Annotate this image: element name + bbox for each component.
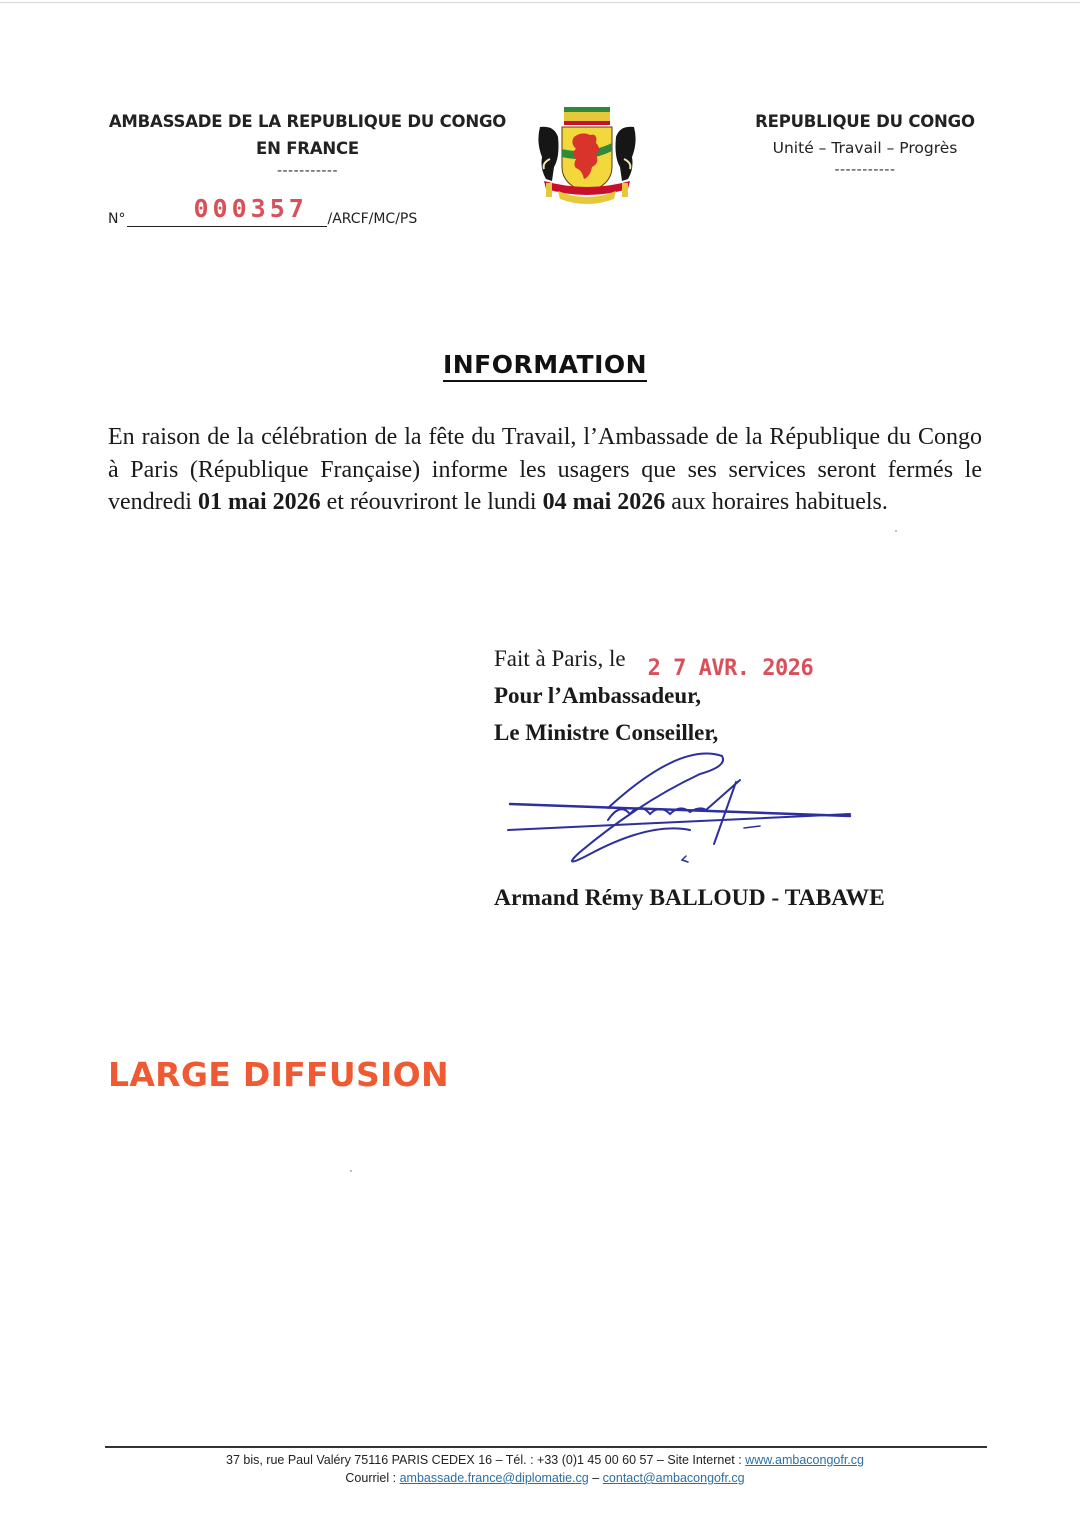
embassy-name-line1: AMBASSADE DE LA REPUBLIQUE DU CONGO xyxy=(108,112,507,131)
coat-of-arms-icon xyxy=(532,97,642,209)
email-label: Courriel : xyxy=(345,1471,400,1485)
scan-speck xyxy=(350,1170,352,1172)
embassy-header xyxy=(100,108,515,180)
footer-address-line xyxy=(100,1451,990,1469)
signatory-role-1: Pour l’Ambassadeur, xyxy=(494,683,702,708)
title-text: INFORMATION xyxy=(443,350,647,382)
scan-speck xyxy=(895,530,897,532)
date-stamp: 2 7 AVR. 2026 xyxy=(647,656,814,681)
website-link[interactable]: www.ambacongofr.cg xyxy=(745,1453,864,1467)
body-text-part1: En raison de la célébration de la fête du Travail, l’Ambassade de la République du Congo à Paris (République Française) informe les usagers que ses services seront fermés le vendredi xyxy=(108,424,982,515)
email-separator: – xyxy=(588,1471,603,1485)
footer-divider xyxy=(105,1446,987,1448)
republic-header xyxy=(720,108,1010,179)
body-text-part2: et réouvriront le lundi xyxy=(320,489,543,515)
announcement-paragraph xyxy=(108,421,982,519)
republic-name: REPUBLIQUE DU CONGO xyxy=(755,112,975,131)
footer-email-line xyxy=(100,1469,990,1487)
document-title xyxy=(0,350,1080,379)
distribution-label: LARGE DIFFUSION xyxy=(108,1055,449,1094)
body-text-part3: aux horaires habituels. xyxy=(665,489,888,515)
reference-line xyxy=(127,196,327,227)
header-separator-right: ----------- xyxy=(834,162,896,178)
page-top-edge xyxy=(0,2,1080,3)
signatory-role-2: Le Ministre Conseiller, xyxy=(494,720,719,745)
footer-contact xyxy=(100,1451,990,1487)
closure-date: 01 mai 2026 xyxy=(197,489,321,515)
signer-name: Armand Rémy BALLOUD - TABAWE xyxy=(494,885,885,911)
reference-prefix: N° xyxy=(108,211,126,227)
embassy-name-line2: EN FRANCE xyxy=(256,139,359,158)
national-motto: Unité – Travail – Progrès xyxy=(772,139,958,157)
email-link-contact[interactable]: contact@ambacongofr.cg xyxy=(602,1471,745,1485)
reference-stamp-number: 000357 xyxy=(193,194,308,223)
signature-block xyxy=(494,640,813,751)
reopen-date: 04 mai 2026 xyxy=(542,489,666,515)
handwritten-signature-icon xyxy=(500,752,860,872)
email-link-ambassade[interactable]: ambassade.france@diplomatie.cg xyxy=(399,1471,589,1485)
footer-address: 37 bis, rue Paul Valéry 75116 PARIS CEDEX 16 – Tél. : +33 (0)1 45 00 60 57 – Site Internet : xyxy=(226,1453,746,1467)
reference-suffix: /ARCF/MC/PS xyxy=(327,211,418,227)
header-separator-left: ----------- xyxy=(276,163,339,179)
place-text: Fait à Paris, le xyxy=(494,646,626,671)
reference-number xyxy=(108,196,417,227)
